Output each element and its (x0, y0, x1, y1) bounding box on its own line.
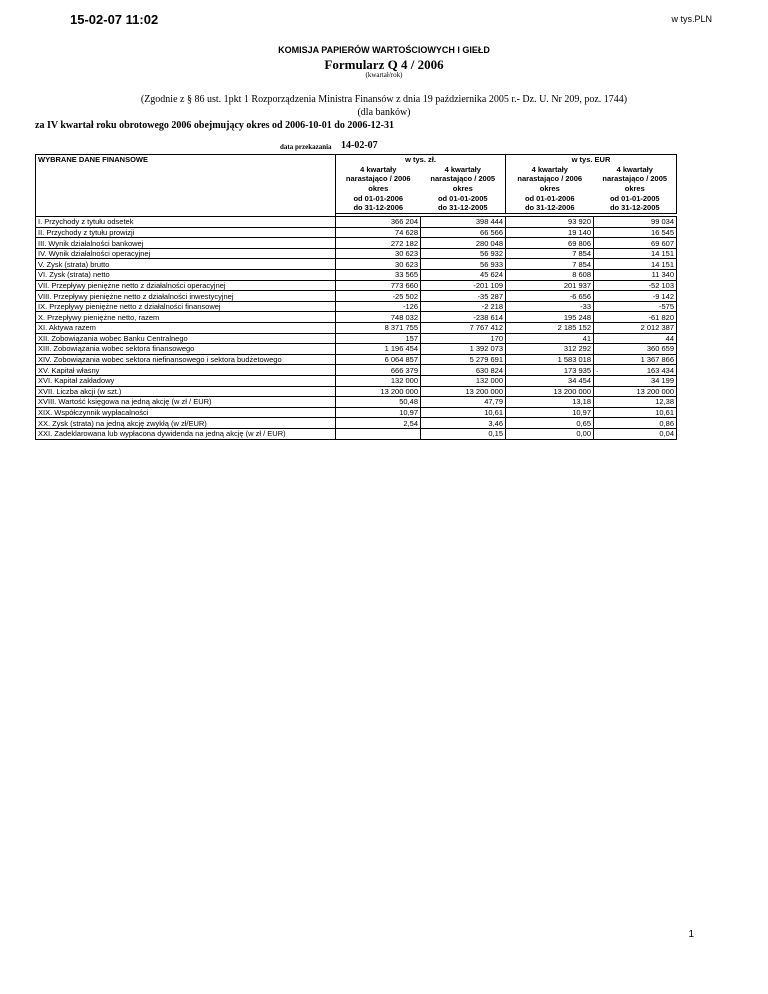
row-label: XII. Zobowiązania wobec Banku Centralnego (36, 333, 336, 344)
header-spacer (36, 165, 336, 175)
header-spacer (36, 174, 336, 184)
form-subtitle: (kwartał/rok) (365, 71, 403, 79)
row-label: XVIII. Wartość księgowa na jedną akcję (w zł / EUR) (36, 397, 336, 408)
value-cell: 201 937 (506, 280, 594, 291)
value-cell: 10,61 (421, 407, 506, 418)
header-spacer (36, 184, 336, 194)
value-cell: 280 048 (421, 238, 506, 249)
value-cell: 748 032 (336, 312, 421, 323)
table-row (36, 238, 677, 249)
column-header-line: okres (506, 184, 594, 194)
value-cell: 1 583 018 (506, 354, 594, 365)
column-header-line: okres (452, 184, 473, 194)
column-header-line: do 31-12-2005 (421, 203, 506, 213)
row-label: VIII. Przepływy pieniężne netto z działalności inwestycyjnej (36, 291, 336, 302)
value-cell: 99 034 (594, 217, 677, 228)
value-cell: 0,65 (506, 418, 594, 429)
value-cell: 93 920 (506, 217, 594, 228)
row-label: VI. Zysk (strata) netto (36, 270, 336, 281)
value-cell: 132 000 (421, 375, 506, 386)
table-row (36, 333, 677, 344)
value-cell: 5 279 691 (421, 354, 506, 365)
value-cell: 2 185 152 (506, 323, 594, 334)
value-cell: 163 434 (594, 365, 677, 376)
value-cell: 398 444 (421, 217, 506, 228)
table-row (36, 365, 677, 376)
value-cell: 360 659 (594, 344, 677, 355)
commission-name: KOMISJA PAPIERÓW WARTOŚCIOWYCH I GIEŁD (278, 45, 490, 55)
value-cell: -9 142 (594, 291, 677, 302)
stray-mark: . (596, 365, 599, 374)
value-cell: -575 (594, 301, 677, 312)
value-cell: 7 767 412 (421, 323, 506, 334)
table-row (36, 280, 677, 291)
print-datetime: 15-02-07 11:02 (70, 12, 159, 27)
value-cell: 69 607 (594, 238, 677, 249)
period-line: za IV kwartał roku obrotowego 2006 obejmujący okres od 2006-10-01 do 2006-12-31 (35, 120, 394, 131)
row-label: X. Przepływy pieniężne netto, razem (36, 312, 336, 323)
value-cell: 272 182 (336, 238, 421, 249)
column-header-line: do 31-12-2006 (336, 203, 421, 213)
value-cell: 66 566 (421, 227, 506, 238)
table-row (36, 386, 677, 397)
column-header-line: okres (594, 184, 677, 194)
column-header-line: 4 kwartały (506, 165, 594, 175)
value-cell: 1 196 454 (336, 344, 421, 355)
row-label: V. Zysk (strata) brutto (36, 259, 336, 270)
column-header-line: od 01-01-2005 (594, 193, 677, 203)
table-row (36, 301, 677, 312)
value-cell: 7 854 (506, 259, 594, 270)
value-cell: 56 932 (421, 248, 506, 259)
value-cell: 19 140 (506, 227, 594, 238)
value-cell: 666 379 (336, 365, 421, 376)
value-cell: 1 367 866 (594, 354, 677, 365)
row-label: XXI. Zadeklarowana lub wypłacona dywidenda na jedną akcję (w zł / EUR) (36, 428, 336, 439)
table-row (36, 270, 677, 281)
row-label: XI. Aktywa razem (36, 323, 336, 334)
column-header-line: od 01-01-2006 (506, 193, 594, 203)
table-row (36, 248, 677, 259)
currency-unit: w tys.PLN (671, 14, 712, 24)
value-cell: 34 454 (506, 375, 594, 386)
column-header-line: 4 kwartały (594, 165, 677, 175)
column-header-line: do 31-12-2006 (506, 203, 594, 213)
value-cell: 69 806 (506, 238, 594, 249)
transmission-date: 14-02-07 (341, 140, 378, 151)
value-cell: -35 287 (421, 291, 506, 302)
value-cell: 0,04 (594, 428, 677, 439)
column-header-line: narastająco / 2006 (506, 174, 594, 184)
value-cell: 10,97 (506, 407, 594, 418)
value-cell: 13 200 000 (506, 386, 594, 397)
value-cell: 0,15 (421, 428, 506, 439)
value-cell: 56 933 (421, 259, 506, 270)
value-cell: 132 000 (336, 375, 421, 386)
value-cell: 30 623 (336, 259, 421, 270)
header-spacer (36, 203, 336, 213)
value-cell: 10,97 (336, 407, 421, 418)
page-number: 1 (688, 929, 694, 940)
value-cell: -201 109 (421, 280, 506, 291)
for-banks-note: (dla banków) (357, 107, 411, 118)
section-title: WYBRANE DANE FINANSOWE (36, 155, 336, 165)
column-header-line: narastająco / 2006 (336, 174, 421, 184)
value-cell: 366 204 (336, 217, 421, 228)
table-row (36, 344, 677, 355)
value-cell: 773 660 (336, 280, 421, 291)
column-header-line: okres (336, 184, 421, 194)
value-cell: 33 565 (336, 270, 421, 281)
table-row (36, 397, 677, 408)
table-row (36, 259, 677, 270)
table-row (36, 291, 677, 302)
value-cell: 170 (421, 333, 506, 344)
value-cell: 6 064 857 (336, 354, 421, 365)
value-cell: 74 628 (336, 227, 421, 238)
row-label: III. Wynik działalności bankowej (36, 238, 336, 249)
table-row (36, 407, 677, 418)
legal-basis: (Zgodnie z § 86 ust. 1pkt 1 Rozporządzenia Ministra Finansów z dnia 19 października 2005 r.- Dz. U. Nr 209, poz. 1744) (140, 94, 628, 105)
value-cell: 8 608 (506, 270, 594, 281)
value-cell: -33 (506, 301, 594, 312)
table-row (36, 312, 677, 323)
table-row (36, 227, 677, 238)
value-cell: 13 200 000 (421, 386, 506, 397)
row-label: XVII. Liczba akcji (w szt.) (36, 386, 336, 397)
table-row (36, 375, 677, 386)
row-label: XX. Zysk (strata) na jedną akcję zwykłą (w zł/EUR) (36, 418, 336, 429)
row-label: XIV. Zobowiązania wobec sektora niefinansowego i sektora budżetowego (36, 354, 336, 365)
value-cell: -25 502 (336, 291, 421, 302)
value-cell: -126 (336, 301, 421, 312)
value-cell: 630 824 (421, 365, 506, 376)
value-cell: 13,18 (506, 397, 594, 408)
table-row (36, 354, 677, 365)
financial-data-table (35, 154, 677, 440)
value-cell: 3,46 (421, 418, 506, 429)
value-cell: 47,79 (421, 397, 506, 408)
value-cell: 45 624 (421, 270, 506, 281)
row-label: IX. Przepływy pieniężne netto z działalności finansowej (36, 301, 336, 312)
value-cell: 16 545 (594, 227, 677, 238)
row-label: I. Przychody z tytułu odsetek (36, 217, 336, 228)
column-header-line: 4 kwartały (444, 164, 481, 174)
row-label: XVI. Kapitał zakładowy (36, 375, 336, 386)
column-header-line: narastająco / 2005 (430, 174, 496, 184)
header-spacer (36, 193, 336, 203)
value-cell: 13 200 000 (594, 386, 677, 397)
value-cell: 44 (594, 333, 677, 344)
row-label: IV. Wynik działalności operacyjnej (36, 248, 336, 259)
column-header-line: do 31-12-2005 (594, 203, 677, 213)
form-title: Formularz Q 4 / 2006 (324, 57, 444, 72)
value-cell: 50,48 (336, 397, 421, 408)
value-cell: 1 392 073 (421, 344, 506, 355)
row-label: XIX. Współczynnik wypłacalności (36, 407, 336, 418)
value-cell: 13 200 000 (336, 386, 421, 397)
group-header-pln: w tys. zł. (336, 155, 506, 165)
transmission-label: data przekazania (280, 143, 332, 151)
value-cell: -61 820 (594, 312, 677, 323)
value-cell (336, 428, 421, 439)
row-label: VII. Przepływy pieniężne netto z działalności operacyjnej (36, 280, 336, 291)
value-cell: 14 151 (594, 248, 677, 259)
value-cell: -238 614 (421, 312, 506, 323)
table-row (36, 217, 677, 228)
column-header-line: 4 kwartały (336, 165, 421, 175)
value-cell: 12,38 (594, 397, 677, 408)
column-header-line: od 01-01-2005 (437, 193, 488, 203)
column-header-line: od 01-01-2006 (336, 193, 421, 203)
value-cell: -52 103 (594, 280, 677, 291)
value-cell: 11 340 (594, 270, 677, 281)
column-header-line: narastająco / 2005 (594, 174, 677, 184)
value-cell: 195 248 (506, 312, 594, 323)
value-cell: 173 935 (506, 365, 594, 376)
table-row (36, 418, 677, 429)
value-cell: -2 218 (421, 301, 506, 312)
row-label: XIII. Zobowiązania wobec sektora finansowego (36, 344, 336, 355)
value-cell: -6 656 (506, 291, 594, 302)
value-cell: 8 371 755 (336, 323, 421, 334)
row-label: II. Przychody z tytułu prowizji (36, 227, 336, 238)
value-cell: 34 199 (594, 375, 677, 386)
table-row (36, 323, 677, 334)
value-cell: 0,86 (594, 418, 677, 429)
value-cell: 41 (506, 333, 594, 344)
table-row (36, 428, 677, 439)
row-label: XV. Kapitał własny (36, 365, 336, 376)
group-header-eur: w tys. EUR (506, 155, 677, 165)
value-cell: 30 623 (336, 248, 421, 259)
value-cell: 312 292 (506, 344, 594, 355)
value-cell: 14 151 (594, 259, 677, 270)
value-cell: 2 012 387 (594, 323, 677, 334)
value-cell: 157 (336, 333, 421, 344)
value-cell: 10,61 (594, 407, 677, 418)
value-cell: 2,54 (336, 418, 421, 429)
value-cell: 0,00 (506, 428, 594, 439)
value-cell: 7 854 (506, 248, 594, 259)
